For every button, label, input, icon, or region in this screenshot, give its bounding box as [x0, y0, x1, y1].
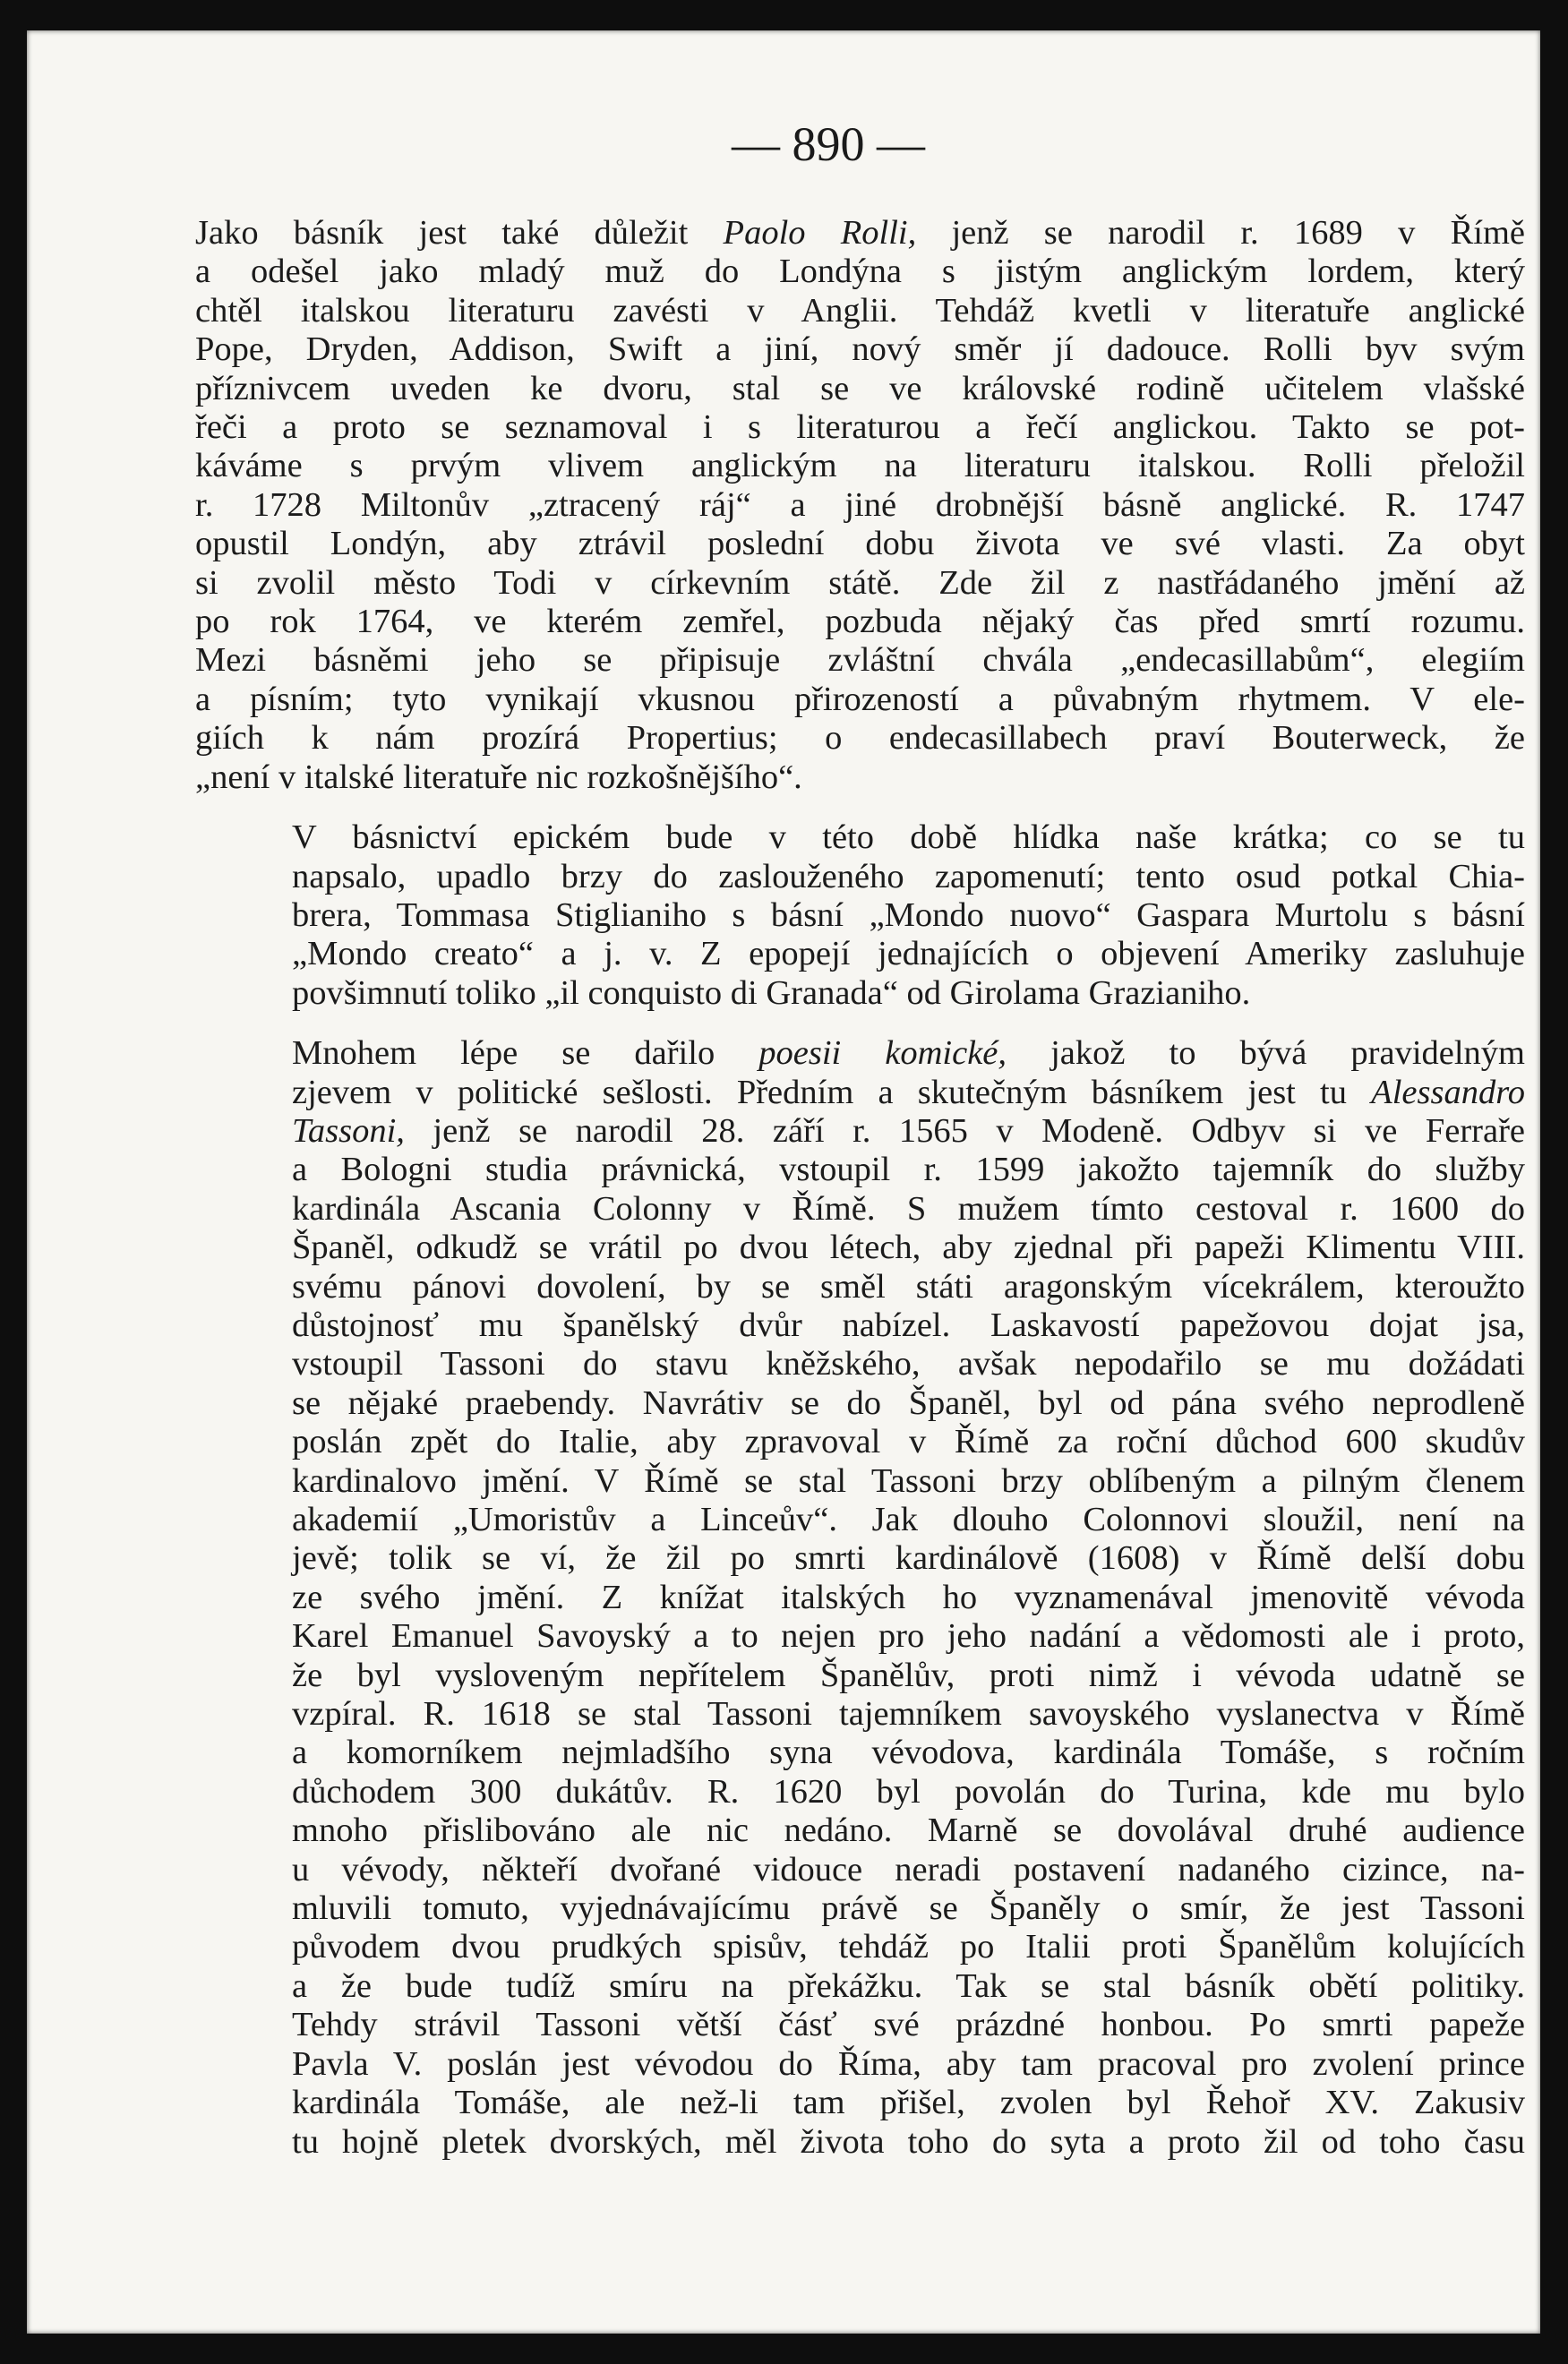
- text-line: svému pánovi dovolení, by se směl státi aragonským vícekrálem, kteroužto: [292, 1267, 1525, 1306]
- text-run: Mnohem lépe se dařilo: [292, 1034, 759, 1073]
- book-page: [27, 30, 1540, 2334]
- text-line: Španěl, odkudž se vrátil po dvou létech, aby zjednal při papeži Klimentu VIII.: [292, 1229, 1525, 1267]
- text-line: Karel Emanuel Savoyský a to nejen pro jeho nadání a vědomosti ale i proto,: [292, 1617, 1525, 1656]
- text-line: Tehdy strávil Tassoni větší čásť své prázdné honbou. Po smrti papeže: [292, 2006, 1525, 2044]
- text-line: jevě; tolik se ví, že žil po smrti kardinálově (1608) v Římě delší dobu: [292, 1539, 1525, 1578]
- text-line: „není v italské literatuře nic rozkošnějšího“.: [195, 758, 802, 796]
- text-line: příznivcem uveden ke dvoru, stal se ve královské rodině učitelem vlašské: [195, 369, 1525, 407]
- text-line: důchodem 300 dukátův. R. 1620 byl povolán do Turina, kde mu bylo: [292, 1772, 1525, 1811]
- text-run: jenž se narodil r. 1689 v Římě: [916, 214, 1525, 252]
- italic-name: Tassoni,: [292, 1111, 405, 1150]
- text-run: jakož to bývá pravidelným: [1007, 1034, 1525, 1073]
- page-number: — 890 —: [732, 117, 925, 171]
- text-line: kardinála Tomáše, ale než-li tam přišel, zvolen byl Řehoř XV. Zakusiv: [292, 2084, 1525, 2122]
- text-line: káváme s prvým vlivem anglickým na literaturu italskou. Rolli přeložil: [195, 447, 1525, 485]
- text-line: r. 1728 Miltonův „ztracený ráj“ a jiné drobnější básně anglické. R. 1747: [195, 485, 1525, 524]
- italic-name: Alessandro: [1371, 1073, 1525, 1111]
- paragraph-comic-poetry: [195, 1034, 1525, 2162]
- text-line: kardinála Ascania Colonny v Římě. S mužem tímto cestoval r. 1600 do: [292, 1189, 1525, 1228]
- text-line: a Bologni studia právnická, vstoupil r. 1599 jakožto tajemník do služby: [292, 1151, 1525, 1189]
- text-line: V básnictví epickém bude v této době hlídka naše krátka; co se tu: [292, 818, 1525, 857]
- italic-name: poesii komické,: [758, 1034, 1007, 1073]
- text-line: tu hojně pletek dvorských, měl života toho do syta a proto žil od toho času: [292, 2122, 1525, 2161]
- text-line: chtěl italskou literaturu zavésti v Anglii. Tehdáž kvetli v literatuře anglické: [195, 291, 1525, 330]
- text-line: [195, 1034, 1525, 1073]
- text-line: a odešel jako mladý muž do Londýna s jistým anglickým lordem, který: [195, 253, 1525, 291]
- text-run: Jako básník jest také důležit: [195, 214, 724, 252]
- text-line: se nějaké praebendy. Navrátiv se do Španěl, byl od pána svého neprodleně: [292, 1383, 1525, 1422]
- text-line: ze svého jmění. Z knížat italských ho vyznamenával jmenovitě vévoda: [292, 1578, 1525, 1616]
- text-line: poslán zpět do Italie, aby zpravoval v Římě za roční důchod 600 skudův: [292, 1423, 1525, 1461]
- text-line: povšimnutí toliko „il conquisto di Granada“ od Girolama Grazianiho.: [292, 973, 1251, 1012]
- text-line: a komorníkem nejmladšího syna vévodova, kardinála Tomáše, s ročním: [292, 1734, 1525, 1772]
- text-line: mluvili tomuto, vyjednávajícímu právě se Španěly o smír, že jest Tassoni: [292, 1889, 1525, 1928]
- text-line: si zvolil město Todi v církevním státě. Zde žil z nastřádaného jmění až: [195, 563, 1525, 602]
- text-line: mnoho přislibováno ale nic nedáno. Marně se dovolával druhé audience: [292, 1812, 1525, 1850]
- text-line: řeči a proto se seznamoval i s literaturou a řečí anglickou. Takto se pot-: [195, 408, 1525, 447]
- text-line: vzpíral. R. 1618 se stal Tassoni tajemníkem savoyského vyslanectva v Římě: [292, 1695, 1525, 1734]
- text-body: [195, 214, 1525, 2162]
- italic-name: Paolo Rolli,: [723, 214, 917, 252]
- text-line: „Mondo creato“ a j. v. Z epopejí jednajících o objevení Ameriky zasluhuje: [292, 935, 1525, 973]
- text-line: Mezi básněmi jeho se připisuje zvláštní chvála „endecasillabům“, elegiím: [195, 641, 1525, 680]
- text-line: důstojnosť mu španělský dvůr nabízel. Laskavostí papežovou dojat jsa,: [292, 1306, 1525, 1344]
- text-run: jenž se narodil 28. září r. 1565 v Modeně. Odbyv si ve Ferraře: [404, 1111, 1525, 1150]
- text-line: Pope, Dryden, Addison, Swift a jiní, nový směr jí dadouce. Rolli byv svým: [195, 330, 1525, 369]
- text-line: akademií „Umoristův a Linceův“. Jak dlouho Colonnovi sloužil, není na: [292, 1501, 1525, 1538]
- text-line: [195, 214, 1525, 253]
- paragraph-epic-poetry: [195, 818, 1525, 1013]
- text-run: zjevem v politické sešlosti. Předním a skutečným básníkem jest tu: [292, 1073, 1372, 1111]
- text-line: [195, 1074, 1525, 1112]
- text-line: vstoupil Tassoni do stavu kněžského, avšak nepodařilo se mu dožádati: [292, 1345, 1525, 1383]
- paragraph-rolli: [195, 214, 1525, 797]
- text-line: Pavla V. poslán jest vévodou do Říma, aby tam pracoval pro zvolení prince: [292, 2044, 1525, 2083]
- text-line: [195, 1112, 1525, 1151]
- text-line: kardinalovo jmění. V Římě se stal Tassoni brzy oblíbeným a pilným členem: [292, 1461, 1525, 1500]
- text-line: napsalo, upadlo brzy do zaslouženého zapomenutí; tento osud potkal Chia-: [292, 857, 1525, 895]
- text-line: po rok 1764, ve kterém zemřel, pozbuda nějaký čas před smrtí rozumu.: [195, 603, 1525, 641]
- text-line: původem dvou prudkých spisův, tehdáž po Italii proti Španělům kolujících: [292, 1928, 1525, 1966]
- text-line: brera, Tommasa Stiglianiho s básní „Mondo nuovo“ Gaspara Murtolu s básní: [292, 895, 1525, 934]
- text-line: giích k nám prozírá Propertius; o endecasillabech praví Bouterweck, že: [195, 719, 1525, 758]
- text-line: že byl vysloveným nepřítelem Španělův, proti nimž i vévoda udatně se: [292, 1656, 1525, 1694]
- text-line: a že bude tudíž smíru na překážku. Tak se stal básník obětí politiky.: [292, 1966, 1525, 2005]
- text-line: opustil Londýn, aby ztrávil poslední dobu života ve své vlasti. Za obyt: [195, 525, 1525, 563]
- text-line: a písním; tyto vynikají vkusnou přirozeností a půvabným rhytmem. V ele-: [195, 680, 1525, 718]
- text-line: u vévody, někteří dvořané vidouce neradi postavení nadaného cizince, na-: [292, 1850, 1525, 1889]
